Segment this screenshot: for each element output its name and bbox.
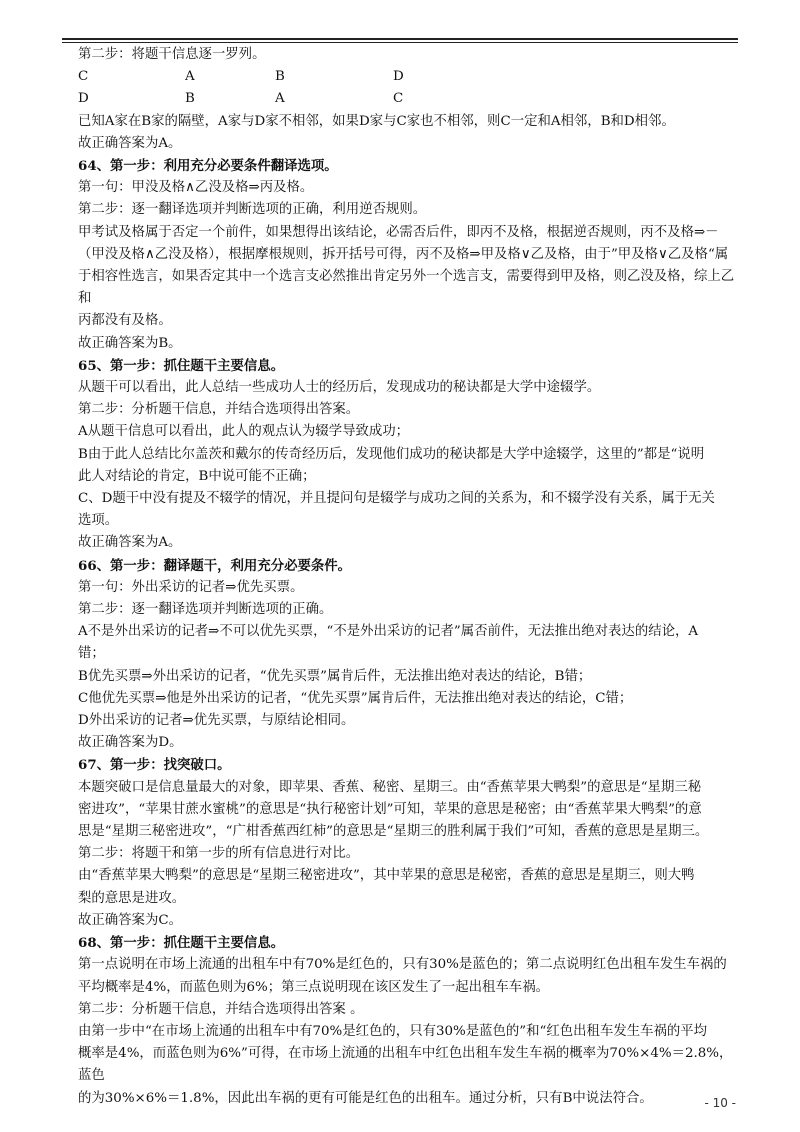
text-line: 已知A家在B家的隔壁，A家与D家不相邻，如果D家与C家也不相邻，则C一定和A相邻，B和D相邻。: [78, 113, 675, 129]
text-line: 概率是4%，而蓝色则为6%”可得，在市场上流通的出租车中红色出租车发生车祸的概率为70%×4%＝2.8%，蓝色: [78, 1046, 733, 1084]
grid-cell: B: [185, 91, 195, 107]
text-line: 第一句：甲没及格∧乙没及格⇒丙及格。: [78, 180, 314, 196]
text-line: 第一点说明在市场上流通的出租车中有70%是红色的，只有30%是蓝色的；第二点说明红色出租车发生车祸的: [78, 957, 727, 973]
text-line: 思是“星期三秘密进攻”，“广柑香蕉西红柿”的意思是“星期三的胜利属于我们”可知，香蕉的意思是星期三。: [78, 824, 709, 840]
text-line: 由“香蕉苹果大鸭梨”的意思是“星期三秘密进攻”，其中苹果的意思是秘密，香蕉的意思是星期三，则大鸭: [78, 868, 695, 884]
page-number: - 10 -: [704, 1096, 736, 1110]
text-line: 第二步：分析题干信息，并结合选项得出答案 。: [78, 1001, 364, 1017]
question-heading: 68、第一步：抓住题干主要信息。: [78, 935, 285, 952]
question-heading: 66、第一步：翻译题干，利用充分必要条件。: [78, 557, 352, 574]
text-line: （甲没及格∧乙没及格），根据摩根规则，拆开括号可得，丙不及格⇒甲及格∨乙及格，由于”甲及格∨乙及格“属: [78, 246, 729, 262]
text-line: 由第一步中“在市场上流通的出租车中有70%是红色的，只有30%是蓝色的”和“红色出租车发生车祸的平均: [78, 1023, 708, 1039]
grid-cell: D: [78, 91, 89, 107]
text-line: 故正确答案为B。: [78, 335, 182, 351]
text-line: 甲考试及格属于否定一个前件，如果想得出该结论，必需否后件，即丙不及格，根据逆否规则，丙不及格⇒－: [78, 224, 719, 240]
text-line: 错；: [78, 646, 105, 662]
question-heading: 64、第一步：利用充分必要条件翻译选项。: [78, 157, 338, 174]
grid-cell: A: [275, 91, 285, 107]
grid-row: [78, 88, 744, 110]
grid-cell: A: [185, 69, 195, 85]
text-line: 平均概率是4%，而蓝色则为6%；第三点说明现在该区发生了一起出租车车祸。: [78, 979, 549, 995]
text-line: 故正确答案为C。: [78, 912, 182, 928]
text-line: 故正确答案为A。: [78, 135, 182, 151]
page-body: [78, 44, 744, 1110]
text-line: 第一句：外出采访的记者⇒优先买票。: [78, 579, 304, 595]
text-line: 密进攻”，“苹果甘蔗水蜜桃”的意思是“执行秘密计划”可知，苹果的意思是秘密；由“香蕉苹果大鸭梨”的意: [78, 801, 702, 817]
text-line: 丙都没有及格。: [78, 313, 172, 329]
text-line: 从题干可以看出，此人总结一些成功人士的经历后，发现成功的秘诀都是大学中途辍学。: [78, 380, 601, 396]
text-line: 故正确答案为A。: [78, 535, 182, 551]
text-line: 梨的意思是进攻。: [78, 890, 186, 906]
text-line: 选项。: [78, 513, 119, 529]
grid-cell: C: [393, 91, 404, 107]
text-line: 故正确答案为D。: [78, 735, 183, 751]
text-line: 于相容性选言，如果否定其中一个选言支必然推出肯定另外一个选言支，需要得到甲及格，则乙没及格，综上乙和: [78, 269, 735, 307]
text-line: B由于此人总结比尔盖茨和戴尔的传奇经历后，发现他们成功的秘诀都是大学中途辍学，这里的”都是“说明: [78, 446, 705, 462]
question-heading: 67、第一步：找突破口。: [78, 757, 231, 774]
text-line: 此人对结论的肯定，B中说可能不正确；: [78, 468, 316, 484]
text-line: A不是外出采访的记者⇒不可以优先买票，“不是外出采访的记者”属否前件，无法推出绝对表达的结论，A: [78, 624, 699, 640]
grid-cell: D: [393, 69, 404, 85]
text-line: A从题干信息可以看出，此人的观点认为辍学导致成功；: [78, 424, 410, 440]
header-rule-thin: [62, 42, 738, 43]
text-line: D外出采访的记者⇒优先买票，与原结论相同。: [78, 713, 355, 729]
text-line: C他优先买票⇒他是外出采访的记者，“优先买票”属肯后件，无法推出绝对表达的结论，C错；: [78, 690, 633, 706]
grid-cell: B: [275, 69, 285, 85]
text-line: 第二步：逐一翻译选项并判断选项的正确，利用逆否规则。: [78, 202, 427, 218]
text-line: 第二步：将题干和第一步的所有信息进行对比。: [78, 846, 360, 862]
question-heading: 65、第一步：抓住题干主要信息。: [78, 357, 285, 374]
text-line: 第二步：分析题干信息，并结合选项得出答案。: [78, 402, 360, 418]
text-line: B优先买票⇒外出采访的记者，“优先买票”属肯后件，无法推出绝对表达的结论，B错；: [78, 668, 592, 684]
text-line: C、D题干中没有提及不辍学的情况，并且提问句是辍学与成功之间的关系为，和不辍学没有关系，属于无关: [78, 491, 715, 507]
text-line: 的为30%×6%＝1.8%，因此出车祸的更有可能是红色的出租车。通过分析，只有B中说法符合。: [78, 1090, 653, 1106]
text-line: 第二步：逐一翻译选项并判断选项的正确。: [78, 602, 333, 618]
text-line: 第二步：将题干信息逐一罗列。: [78, 47, 266, 62]
grid-cell: C: [78, 69, 89, 85]
text-line: 本题突破口是信息量最大的对象，即苹果、香蕉、秘密、星期三。由“香蕉苹果大鸭梨”的意思是“星期三秘: [78, 779, 702, 795]
grid-row: [78, 66, 744, 88]
header-rule: [62, 38, 738, 40]
